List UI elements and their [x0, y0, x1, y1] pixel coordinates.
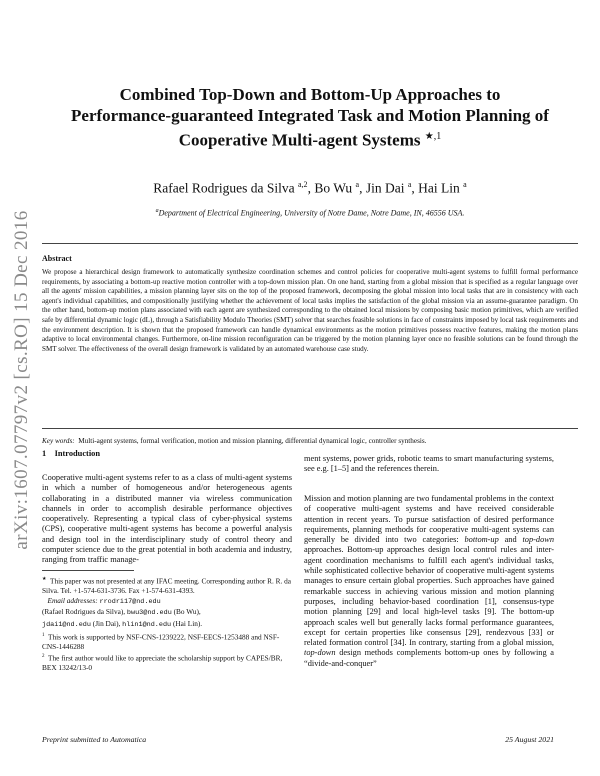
email-link[interactable]: jdai1@nd.edu: [42, 620, 91, 629]
text-run: Mission and motion planning are two fundamental problems in the context of cooperative multi-agent systems and have received considerable attention in recent years. To pursue satisfaction of desired performance requirements, planning methods for cooperative multi-agent systems can generally be divided into two categories:: [304, 494, 554, 545]
author-sup: a: [463, 180, 467, 189]
email-link[interactable]: rrodri17@nd.edu: [99, 598, 161, 607]
author-name: Jin Dai: [365, 180, 405, 196]
author-name: Rafael Rodrigues da Silva: [153, 180, 295, 196]
title-line-1: Combined Top-Down and Bottom-Up Approaches to: [119, 85, 501, 104]
arxiv-identifier: arXiv:1607.07797v2 [cs.RO] 15 Dec 2016: [11, 210, 32, 550]
abstract-top-rule: [42, 243, 578, 244]
footnote-emails: [42, 596, 292, 630]
keywords: [42, 437, 578, 445]
footnote-text: This paper was not presented at any IFAC meeting. Corresponding author R. R. da Silva. Tel. +1-574-631-3736. Fax +1-574-631-4393.: [42, 576, 292, 595]
author-sup: a: [355, 180, 360, 189]
email-label: Email addresses:: [47, 596, 98, 606]
emphasis: top-down: [304, 648, 336, 658]
keywords-label: Key words:: [42, 437, 75, 445]
intro-paragraph: Cooperative multi-agent systems refer to as a class of multi-agent systems in which a number of homogeneous and/or heterogeneous agents collaborating in a distributed manner via wireless communication channels in order to accomplish desirable performance objectives cooperatively. Representing a typical class of cyber-physical systems (CPS), cooperative multi-agent systems has become a powerful analysis and design tool in the interdisciplinary study of control theory and computer science due to the great potential in both academia and industry, ranging from traffic manage-: [42, 473, 292, 565]
affiliation-text: Department of Electrical Engineering, University of Notre Dame, Notre Dame, IN, 46556 USA.: [158, 208, 465, 218]
title-footnote-mark: ★,1: [424, 131, 442, 142]
emphasis: bottom-up: [464, 535, 499, 545]
keywords-text: Multi-agent systems, formal verification, motion and mission planning, differential dynamical logic, controller synthesis.: [78, 437, 427, 445]
section-heading: [42, 449, 100, 458]
paper-title: [60, 84, 560, 151]
affiliation: [60, 208, 560, 218]
intro-paragraph-continued: ment systems, power grids, robotic teams to smart manufacturing systems, see e.g. [1–5] and the references therein.: [304, 454, 554, 474]
footer-date: 25 August 2021: [505, 735, 554, 744]
footnote-1: [42, 575, 292, 595]
affiliation-sup: a: [155, 208, 159, 214]
email-owner: (Jin Dai),: [92, 618, 121, 628]
title-line-2: Performance-guaranteed Integrated Task and Motion Planning of: [71, 106, 549, 125]
abstract-bottom-rule: [42, 428, 578, 429]
author-name: Bo Wu: [314, 180, 353, 196]
abstract-heading: Abstract: [42, 254, 72, 263]
arxiv-stamp: [4, 170, 40, 590]
footnote-2: [42, 631, 292, 651]
title-line-3: [60, 126, 560, 151]
title-line-3-text: Cooperative Multi-agent Systems: [178, 130, 421, 150]
abstract-body: We propose a hierarchical design framework to automatically synthesize coordination schemes and control policies for cooperative multi-agent systems to fulfill formal performance requirements, by associating a bottom-up reactive motion controller with a top-down mission plan. On one hand, starting from a global mission that is specified as a regular language over all the agents' mission capabilities, a mission planning layer sits on the top of the proposed framework, decomposing the global mission into local tasks that are in consistency with each agent's individual capabilities, and compositionally justifying whether the achievement of local tasks implies the satisfaction of the global mission via an assume-guarantee paradigm. On the other hand, bottom-up motion plans associated with each agent are synthesized corresponding to the obtained local missions by composing basic motion primitives, which are verified safe by differential dynamic logic (dL), through a Satisfiability Modulo Theories (SMT) solver that searches feasible solutions in face of constraints imposed by local task requirements and the environment description. It is shown that the proposed framework can handle dynamical environments as the motion primitives possess reactive features, making the motion plans adaptive to local environmental changes. Furthermore, on-line mission reconfiguration can be triggered by the motion planning layer once no feasible solutions can be found through the SMT solver. The effectiveness of the overall design framework is validated by an automated warehouse case study.: [42, 268, 578, 353]
intro-right-column: [304, 494, 554, 669]
footnote-mark: 2: [42, 653, 45, 659]
text-run: approaches. Bottom-up approaches design local control rules and inter-agent coordination mechanisms to fulfill each agent's individual tasks, while sophisticated collective behavior of cooperative multi-agent systems manages to ensure certain global properties. Such approaches have gained remarkable success in achieving various mission and motion planning purposes, including behavior-based coordination [1], consensus-type motion planning [29] and local high-level tasks [9]. The bottom-up approach scales well but generally lacks formal performance guarantees, except for certain properties like consensus [29], rendezvous [33] or related formation control [34]. In contrary, starting from a global mission,: [304, 545, 554, 648]
footnote-rule: [42, 570, 134, 571]
author-sup: a: [407, 180, 412, 189]
text-run: design methods complements bottom-up ones by following a “divide-and-conquer”: [304, 648, 554, 668]
text-run: and: [498, 535, 523, 545]
email-owner: (Bo Wu),: [173, 607, 201, 617]
intro-right-continuation: [304, 454, 554, 475]
intro-left-column: [42, 473, 292, 566]
emphasis: top-down: [522, 535, 554, 545]
footnotes: [42, 575, 292, 673]
section-title: Introduction: [54, 449, 101, 458]
email-owner: (Rafael Rodrigues da Silva),: [42, 607, 126, 617]
section-number: 1: [42, 449, 47, 458]
footnote-mark: 1: [42, 632, 45, 638]
author-sup: a,2: [298, 180, 308, 189]
intro-paragraph-2: [304, 494, 554, 669]
footnote-mark: ★: [42, 577, 47, 582]
footnote-text: The first author would like to appreciate the scholarship support by CAPES/BR, BEX 13242/13-0: [42, 653, 283, 672]
email-link[interactable]: bwu3@nd.edu: [126, 609, 172, 618]
footer-journal: Preprint submitted to Automatica: [42, 735, 147, 744]
email-owner: (Hai Lin).: [172, 618, 203, 628]
footnote-text: This work is supported by NSF-CNS-1239222, NSF-EECS-1253488 and NSF-CNS-1446288: [42, 632, 280, 651]
author-name: Hai Lin: [418, 180, 460, 196]
author-list: Rafael Rodrigues da Silva $^{a,2}$, Bo Wu $^a$, Jin Dai $^a$, Hai Lin $^a$: [153, 180, 467, 196]
email-link[interactable]: hlin1@nd.edu: [122, 620, 172, 629]
footnote-3: [42, 652, 292, 672]
